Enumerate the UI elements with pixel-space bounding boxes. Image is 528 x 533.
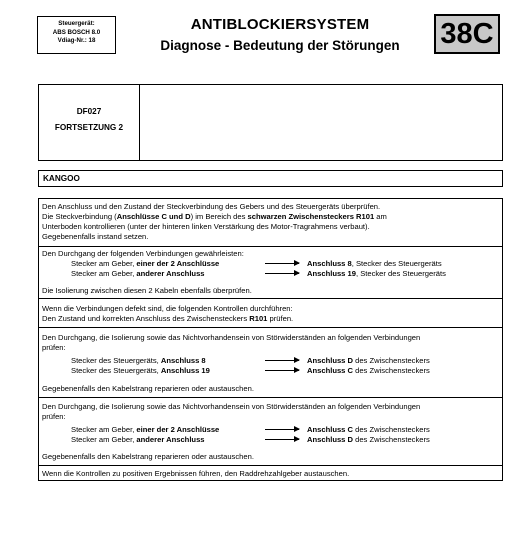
connection-target: Anschluss 19, Stecker des Steuergeräts <box>307 269 446 278</box>
connection-row: Stecker am Geber, anderer Anschluss <box>71 269 205 278</box>
divider <box>39 397 502 398</box>
fault-continuation: FORTSETZUNG 2 <box>54 123 124 132</box>
arrow-icon <box>265 439 299 440</box>
divider <box>39 246 502 247</box>
text-line: prüfen: <box>42 412 66 421</box>
connection-target: Anschluss C des Zwischensteckers <box>307 425 430 434</box>
connection-row: Stecker am Geber, einer der 2 Anschlüsse <box>71 425 220 434</box>
arrow-icon <box>265 263 299 264</box>
text-line: Den Durchgang, die Isolierung sowie das Nichtvorhandensein von Störwiderständen an folgenden Verbindungen <box>42 333 421 342</box>
ecu-model: ABS BOSCH 8.0 <box>52 28 101 36</box>
text-line: prüfen: <box>42 343 66 352</box>
arrow-icon <box>265 273 299 274</box>
text-line: Den Zustand und korrekten Anschluss des Zwischensteckers R101 prüfen. <box>42 314 294 323</box>
connection-target: Anschluss 8, Stecker des Steuergeräts <box>307 259 442 268</box>
ecu-label: Steuergerät: <box>58 20 95 27</box>
section-badge: 38C <box>434 14 500 54</box>
divider <box>39 327 502 328</box>
arrow-icon <box>265 429 299 430</box>
fault-code: DF027 <box>76 107 102 116</box>
text-line: Unterboden kontrollieren (unter der hinteren linken Verstärkung des Motor-Tragrahmens verbaut). <box>42 222 370 231</box>
text-line: Die Steckverbindung (Anschlüsse C und D) im Bereich des schwarzen Zwischensteckers R101 am <box>42 212 387 221</box>
connection-row: Stecker am Geber, anderer Anschluss <box>71 435 205 444</box>
connection-target: Anschluss D des Zwischensteckers <box>307 356 430 365</box>
arrow-icon <box>265 360 299 361</box>
vehicle-model: KANGOO <box>38 170 503 187</box>
text-line: Wenn die Verbindungen defekt sind, die folgenden Kontrollen durchführen: <box>42 304 293 313</box>
text-line: Den Durchgang, die Isolierung sowie das Nichtvorhandensein von Störwiderständen an folgenden Verbindungen <box>42 402 421 411</box>
text-line: Die Isolierung zwischen diesen 2 Kabeln ebenfalls überprüfen. <box>42 286 252 295</box>
text-line: Den Anschluss und den Zustand der Steckverbindung des Gebers und des Steuergeräts überprüfen. <box>42 202 381 211</box>
instructions-box <box>38 198 503 481</box>
arrow-icon <box>265 370 299 371</box>
text-line: Gegebenenfalls den Kabelstrang reparieren oder austauschen. <box>42 384 254 393</box>
text-line: Wenn die Kontrollen zu positiven Ergebnissen führen, den Raddrehzahlgeber austauschen. <box>42 469 350 478</box>
connection-target: Anschluss C des Zwischensteckers <box>307 366 430 375</box>
divider <box>39 298 502 299</box>
ecu-info-box <box>37 16 116 54</box>
text-line: Gegebenenfalls den Kabelstrang reparieren oder austauschen. <box>42 452 254 461</box>
connection-target: Anschluss D des Zwischensteckers <box>307 435 430 444</box>
text-line: Gegebenenfalls instand setzen. <box>42 232 149 241</box>
connection-row: Stecker des Steuergeräts, Anschluss 19 <box>71 366 210 375</box>
divider <box>39 465 502 466</box>
text-line: Den Durchgang der folgenden Verbindungen gewährleisten: <box>42 249 244 258</box>
fault-code-box <box>38 84 503 161</box>
page-title: ANTIBLOCKIERSYSTEM <box>190 16 370 33</box>
connection-row: Stecker am Geber, einer der 2 Anschlüsse <box>71 259 220 268</box>
vdiag-number: Vdiag-Nr.: 18 <box>57 37 96 45</box>
fault-code-cell <box>39 85 140 160</box>
page-subtitle: Diagnose - Bedeutung der Störungen <box>160 38 400 53</box>
connection-row: Stecker des Steuergeräts, Anschluss 8 <box>71 356 206 365</box>
